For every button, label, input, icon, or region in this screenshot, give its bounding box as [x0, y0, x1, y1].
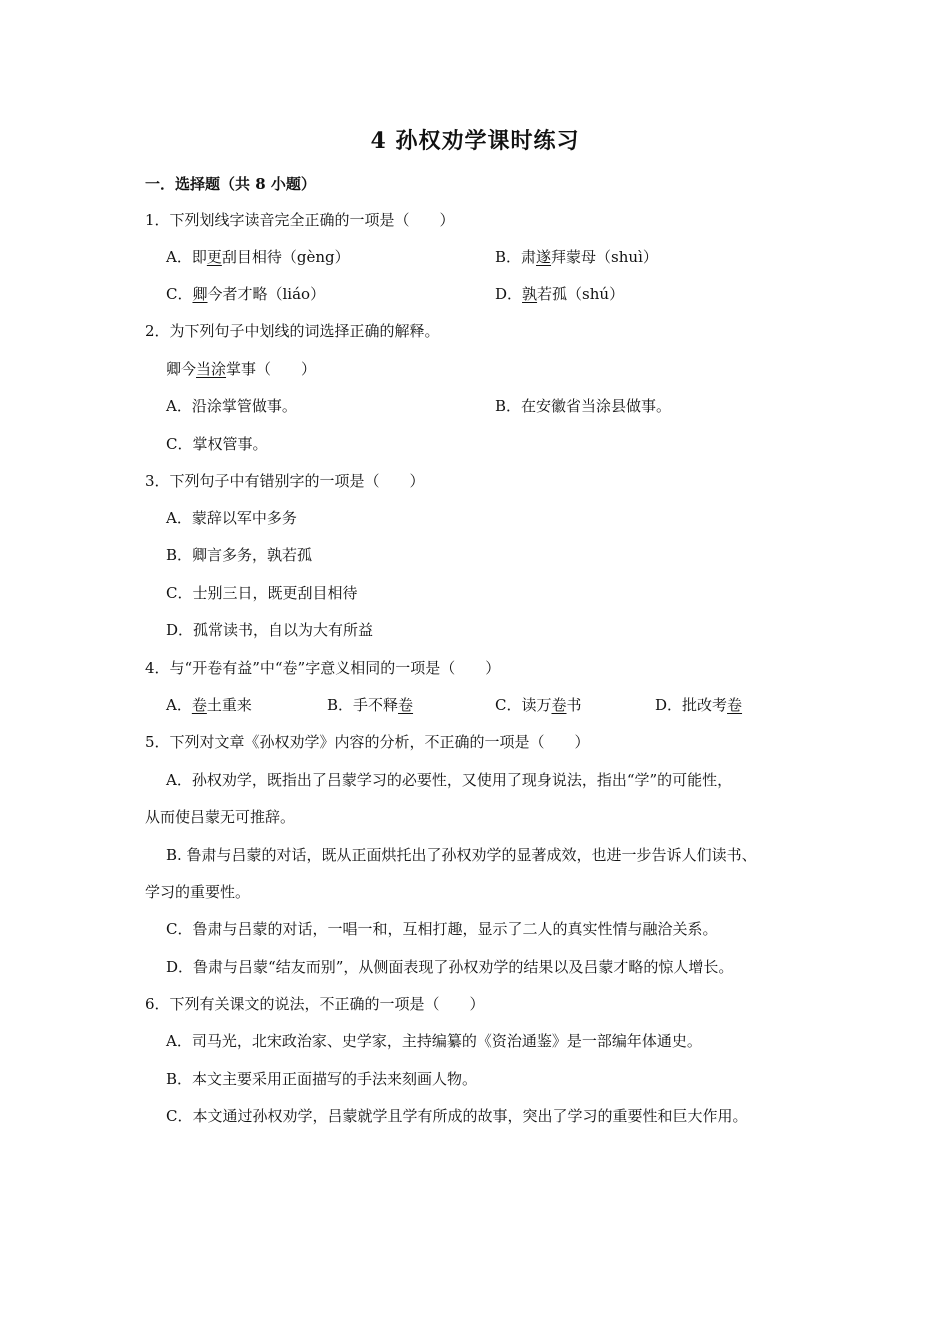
question-4-option-a: A．卷土重来 [166, 696, 252, 714]
section-heading: 一．选择题（共 8 小题） [145, 175, 316, 193]
question-1-option-b: B．肃遂拜蒙母（shuì） [495, 248, 658, 266]
question-4-option-c: C．读万卷书 [495, 696, 582, 714]
question-5-option-a-line1: A．孙权劝学，既指出了吕蒙学习的必要性，又使用了现身说法，指出“学”的可能性， [166, 771, 733, 789]
question-6-option-b: B．本文主要采用正面描写的手法来刻画人物。 [166, 1070, 478, 1088]
question-3-option-b: B．卿言多务，孰若孤 [166, 546, 313, 564]
question-2-stem: 2．为下列句子中划线的词选择正确的解释。 [145, 322, 440, 340]
question-2-sentence: 卿今当涂掌事（ ） [166, 360, 317, 378]
question-3-option-a: A．蒙辞以军中多务 [166, 509, 297, 527]
question-5-option-c: C．鲁肃与吕蒙的对话，一唱一和，互相打趣，显示了二人的真实性情与融洽关系。 [166, 920, 718, 938]
question-1-stem: 1．下列划线字读音完全正确的一项是（ ） [145, 211, 455, 229]
question-5-stem: 5．下列对文章《孙权劝学》内容的分析，不正确的一项是（ ） [145, 733, 590, 751]
question-1-option-d: D．孰若孤（shú） [495, 285, 625, 303]
question-6-option-c: C．本文通过孙权劝学，吕蒙就学且学有所成的故事，突出了学习的重要性和巨大作用。 [166, 1107, 748, 1125]
question-4-stem: 4．与“开卷有益”中“卷”字意义相同的一项是（ ） [145, 659, 501, 677]
question-5-option-b-line2: 学习的重要性。 [145, 883, 251, 901]
question-4-option-d: D．批改考卷 [655, 696, 743, 714]
question-3-stem: 3．下列句子中有错别字的一项是（ ） [145, 472, 425, 490]
question-1-option-c: C．卿今者才略（liáo） [166, 285, 326, 303]
question-2-option-b: B．在安徽省当涂县做事。 [495, 397, 672, 415]
question-5-option-b-line1: B. 鲁肃与吕蒙的对话，既从正面烘托出了孙权劝学的显著成效，也进一步告诉人们读书、 [166, 846, 757, 864]
page-title: 4 孙权劝学课时练习 [370, 128, 580, 154]
question-5-option-a-line2: 从而使吕蒙无可推辞。 [145, 808, 296, 826]
question-2-option-a: A．沿涂掌管做事。 [166, 397, 297, 415]
question-1-option-a: A．即更刮目相待（gèng） [166, 248, 350, 266]
question-5-option-d: D．鲁肃与吕蒙“结友而别”，从侧面表现了孙权劝学的结果以及吕蒙才略的惊人增长。 [166, 958, 734, 976]
question-2-option-c: C．掌权管事。 [166, 435, 268, 453]
question-4-option-b: B．手不释卷 [327, 696, 414, 714]
question-6-option-a: A．司马光，北宋政治家、史学家，主持编纂的《资治通鉴》是一部编年体通史。 [166, 1032, 702, 1050]
question-6-stem: 6．下列有关课文的说法，不正确的一项是（ ） [145, 995, 485, 1013]
question-3-option-d: D．孤常读书，自以为大有所益 [166, 621, 374, 639]
question-3-option-c: C．士别三日，既更刮目相待 [166, 584, 358, 602]
